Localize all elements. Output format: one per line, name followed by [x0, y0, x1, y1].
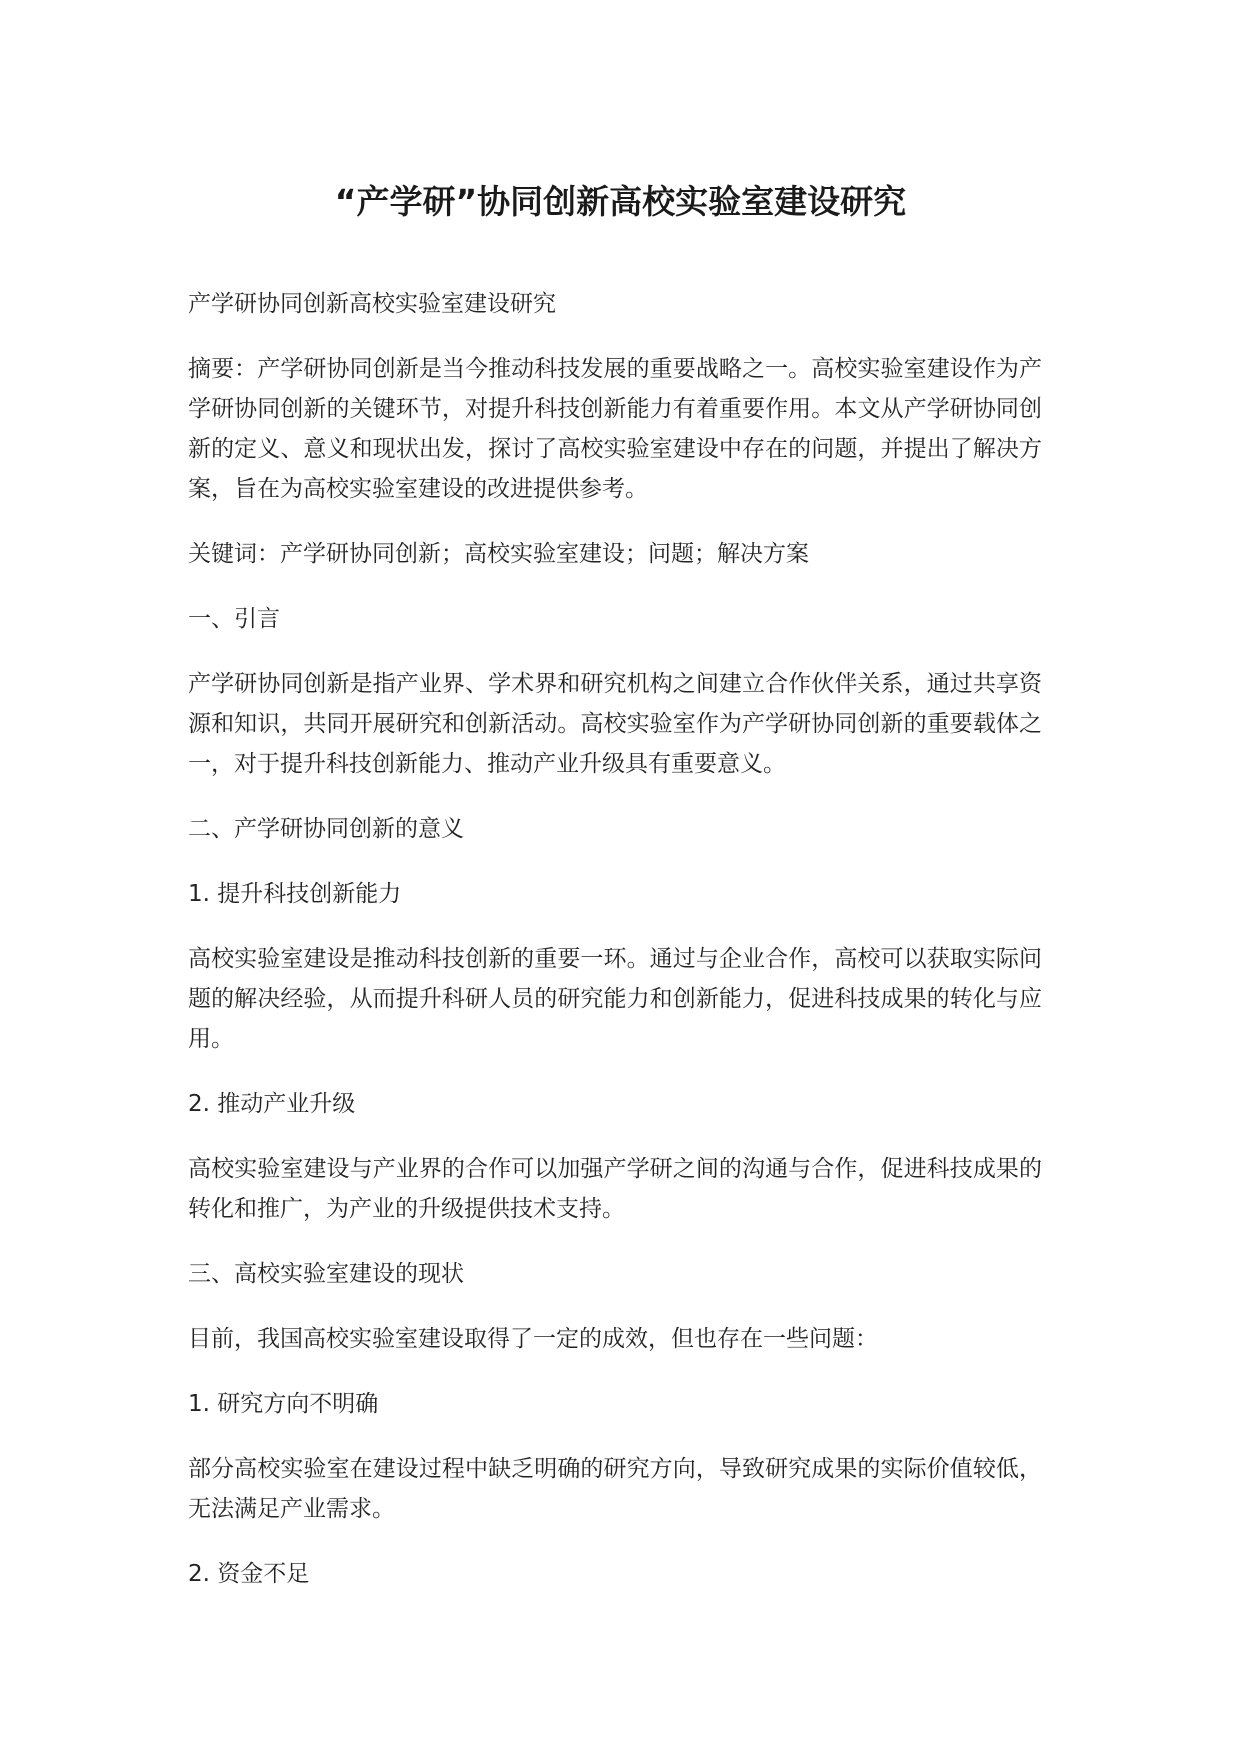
document-title: “产学研”协同创新高校实验室建设研究	[334, 182, 907, 221]
abstract-paragraph: 摘要：产学研协同创新是当今推动科技发展的重要战略之一。高校实验室建设作为产学研协同创新的关键环节，对提升科技创新能力有着重要作用。本文从产学研协同创新的定义、意义和现状出发，探讨了高校实验室建设中存在的问题，并提出了解决方案，旨在为高校实验室建设的改进提供参考。	[188, 356, 1042, 502]
keywords-paragraph: 关键词：产学研协同创新；高校实验室建设；问题；解决方案	[188, 541, 809, 567]
subheading-insufficient-funds: 2. 资金不足	[188, 1561, 310, 1587]
innovation-capability-paragraph: 高校实验室建设是推动科技创新的重要一环。通过与企业合作，高校可以获取实际问题的解决经验，从而提升科研人员的研究能力和创新能力，促进科技成果的转化与应用。	[188, 946, 1042, 1052]
subtitle-paragraph: 产学研协同创新高校实验室建设研究	[188, 291, 556, 317]
unclear-direction-paragraph: 部分高校实验室在建设过程中缺乏明确的研究方向，导致研究成果的实际价值较低，无法满足产业需求。	[188, 1456, 1042, 1522]
section-heading-significance: 二、产学研协同创新的意义	[188, 816, 464, 842]
section-heading-introduction: 一、引言	[188, 606, 280, 632]
document-body	[188, 284, 1042, 1619]
section-heading-current-status: 三、高校实验室建设的现状	[188, 1261, 464, 1287]
introduction-paragraph: 产学研协同创新是指产业界、学术界和研究机构之间建立合作伙伴关系，通过共享资源和知识，共同开展研究和创新活动。高校实验室作为产学研协同创新的重要载体之一，对于提升科技创新能力、推动产业升级具有重要意义。	[188, 671, 1042, 777]
industrial-upgrade-paragraph: 高校实验室建设与产业界的合作可以加强产学研之间的沟通与合作，促进科技成果的转化和推广，为产业的升级提供技术支持。	[188, 1156, 1042, 1222]
subheading-industrial-upgrade: 2. 推动产业升级	[188, 1091, 356, 1117]
subheading-unclear-direction: 1. 研究方向不明确	[188, 1391, 379, 1417]
current-status-paragraph: 目前，我国高校实验室建设取得了一定的成效，但也存在一些问题：	[188, 1326, 878, 1352]
subheading-innovation-capability: 1. 提升科技创新能力	[188, 881, 402, 907]
